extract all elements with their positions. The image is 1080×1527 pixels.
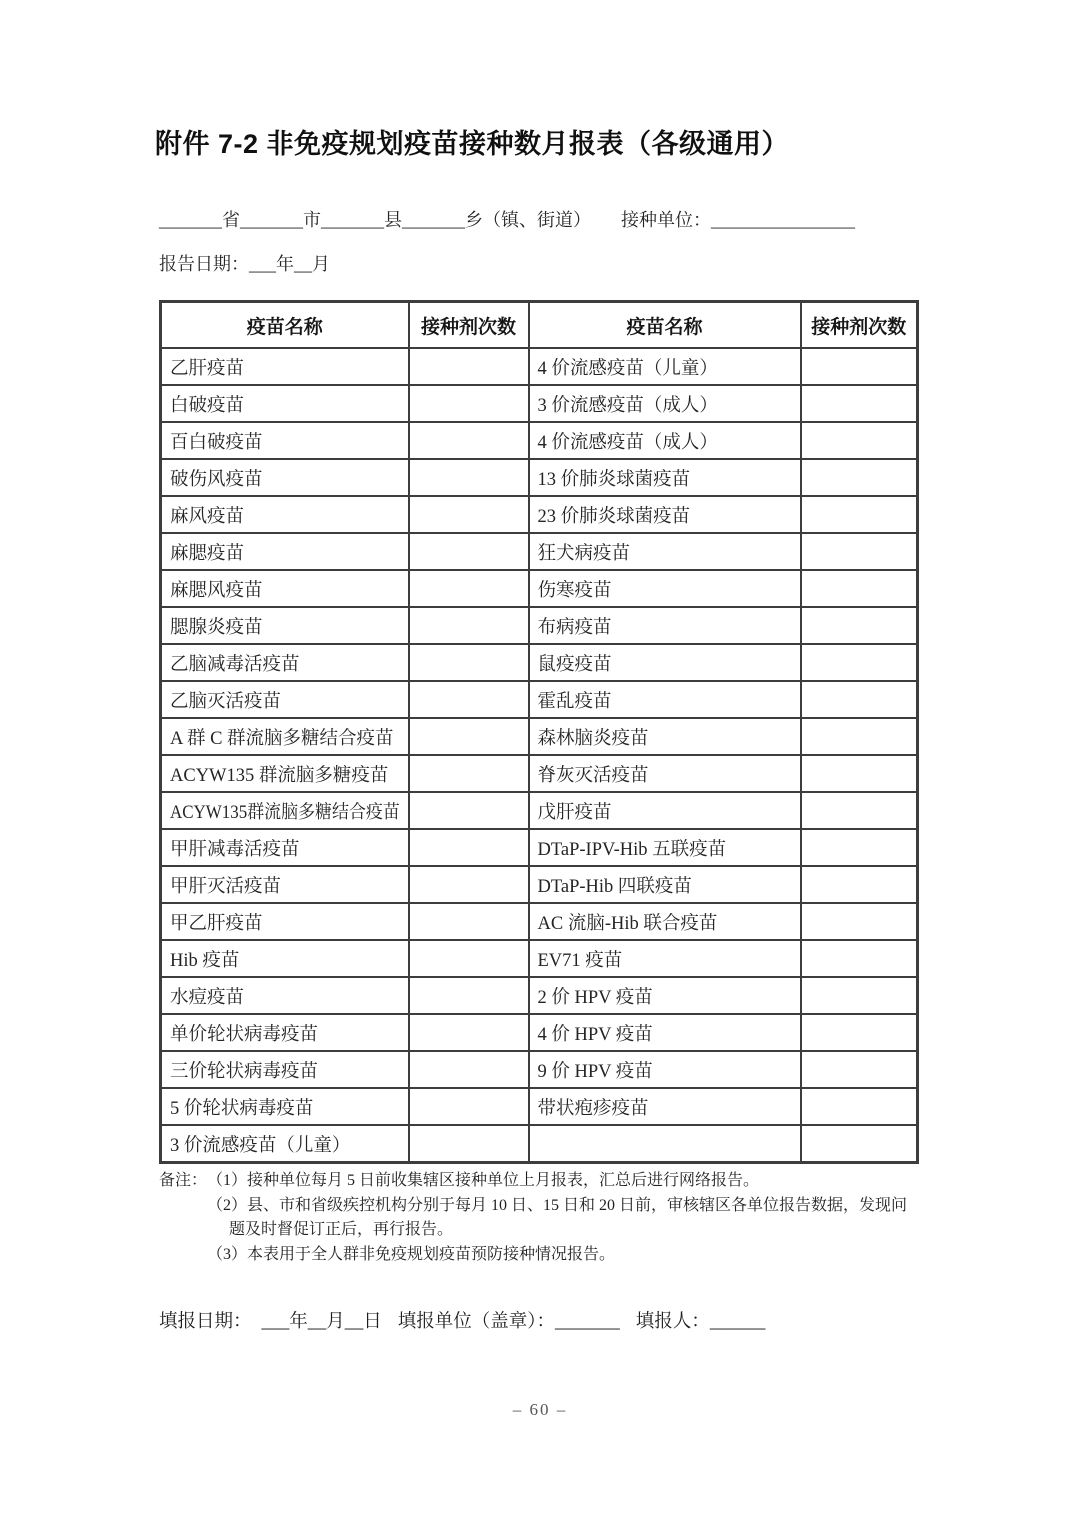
dose-count-cell [801,1051,918,1088]
col-header-dose-count-right: 接种剂次数 [801,302,918,349]
table-row [161,533,918,570]
vaccine-name-cell: 4 价流感疫苗（成人） [529,422,801,459]
dose-count-cell [409,348,529,385]
vaccine-name-cell: 23 价肺炎球菌疫苗 [529,496,801,533]
dose-count-cell [409,385,529,422]
dose-count-cell [801,866,918,903]
table-row [161,718,918,755]
vaccine-name-cell: 单价轮状病毒疫苗 [161,1014,409,1051]
notes-items [207,1169,916,1267]
filler-label: 填报人： [635,1312,710,1333]
dose-count-cell [409,644,529,681]
notes-section [159,1169,916,1267]
dose-count-cell [409,1088,529,1125]
dose-count-cell [409,829,529,866]
vaccine-name-cell: 3 价流感疫苗（儿童） [161,1125,409,1163]
vaccine-name-cell: A 群 C 群流脑多糖结合疫苗 [161,718,409,755]
dose-count-cell [801,718,918,755]
vaccine-name-cell: 5 价轮状病毒疫苗 [161,1088,409,1125]
dose-count-cell [409,866,529,903]
table-row [161,829,918,866]
dose-count-cell [409,533,529,570]
page-title: 附件 7-2 非免疫规划疫苗接种数月报表（各级通用） [155,129,790,159]
vaccination-unit-label: 接种单位： [621,210,711,231]
table-row [161,1014,918,1051]
table-row [161,422,918,459]
dose-count-cell [409,940,529,977]
vaccine-name-cell: 3 价流感疫苗（成人） [529,385,801,422]
dose-count-cell [801,1125,918,1163]
dose-count-cell [409,681,529,718]
vaccine-name-cell: 9 价 HPV 疫苗 [529,1051,801,1088]
vaccine-name-cell: 麻风疫苗 [161,496,409,533]
table-row [161,644,918,681]
table-header-row [161,302,918,349]
fill-info-line [159,1307,916,1333]
vaccine-name-cell: 水痘疫苗 [161,977,409,1014]
vaccine-name-cell: 13 价肺炎球菌疫苗 [529,459,801,496]
table-row [161,681,918,718]
vaccine-name-cell: 戊肝疫苗 [529,792,801,829]
report-date-line [159,250,916,276]
table-row [161,866,918,903]
dose-count-cell [801,977,918,1014]
dose-count-cell [801,533,918,570]
vaccine-name-cell: 2 价 HPV 疫苗 [529,977,801,1014]
col-header-dose-count-left: 接种剂次数 [409,302,529,349]
dose-count-cell [801,385,918,422]
vaccine-name-cell [529,1125,801,1163]
dose-count-cell [801,1088,918,1125]
dose-count-cell [409,1051,529,1088]
note-item-1: （1）接种单位每月 5 日前收集辖区接种单位上月报表，汇总后进行网络报告。 [207,1172,760,1190]
vaccination-unit-blank: ________________ [711,210,855,231]
dose-count-cell [409,570,529,607]
table-row [161,496,918,533]
dose-count-cell [409,792,529,829]
vaccine-name-cell: EV71 疫苗 [529,940,801,977]
dose-count-cell [801,940,918,977]
report-date-label: 报告日期： [159,254,249,275]
dose-count-cell [409,1014,529,1051]
vaccine-name-cell: 4 价 HPV 疫苗 [529,1014,801,1051]
table-row [161,903,918,940]
dose-count-cell [409,718,529,755]
table-row [161,940,918,977]
table-row [161,570,918,607]
vaccine-name-cell: 霍乱疫苗 [529,681,801,718]
vaccine-name-cell: 麻腮风疫苗 [161,570,409,607]
dose-count-cell [409,1125,529,1163]
dose-count-cell [409,496,529,533]
table-row [161,755,918,792]
vaccine-name-cell: 鼠疫疫苗 [529,644,801,681]
table-row [161,1088,918,1125]
vaccine-name-cell: 腮腺炎疫苗 [161,607,409,644]
dose-count-cell [801,792,918,829]
dose-count-cell [409,903,529,940]
vaccine-name-cell: ACYW135群流脑多糖结合疫苗 [161,792,409,829]
dose-count-cell [409,459,529,496]
dose-count-cell [801,903,918,940]
vaccine-name-cell: 三价轮状病毒疫苗 [161,1051,409,1088]
table-row [161,348,918,385]
vaccine-name-cell: 4 价流感疫苗（儿童） [529,348,801,385]
page-number: – 60 – [512,1400,568,1419]
fill-date-blank: ___年__月__日 [261,1312,382,1333]
table-row [161,1051,918,1088]
vaccine-name-cell: 麻腮疫苗 [161,533,409,570]
dose-count-cell [801,422,918,459]
vaccine-name-cell: 白破疫苗 [161,385,409,422]
region-line [159,206,916,232]
filler-blank: ______ [709,1312,766,1333]
dose-count-cell [801,755,918,792]
note-item-2: （2）县、市和省级疾控机构分别于每月 10 日、15 日和 20 日前，审核辖区各单位报告数据，发现问题及时督促订正后，再行报告。 [207,1196,908,1239]
dose-count-cell [801,607,918,644]
vaccine-name-cell: 脊灰灭活疫苗 [529,755,801,792]
col-header-vaccine-name-right: 疫苗名称 [529,302,801,349]
dose-count-cell [409,755,529,792]
dose-count-cell [409,422,529,459]
dose-count-cell [801,829,918,866]
note-item-3: （3）本表用于全人群非免疫规划疫苗预防接种情况报告。 [207,1245,616,1263]
table-row [161,1125,918,1163]
dose-count-cell [801,570,918,607]
vaccine-name-cell: DTaP-Hib 四联疫苗 [529,866,801,903]
report-date-blank: ___年__月 [249,254,330,275]
dose-count-cell [801,459,918,496]
form-content [155,0,916,1333]
vaccine-name-cell: 甲肝灭活疫苗 [161,866,409,903]
table-row [161,792,918,829]
dose-count-cell [801,348,918,385]
table-row [161,385,918,422]
notes-label: 备注： [159,1172,208,1190]
vaccine-name-cell: 森林脑炎疫苗 [529,718,801,755]
fill-date-label: 填报日期： [159,1312,252,1333]
dose-count-cell [801,681,918,718]
vaccine-name-cell: 布病疫苗 [529,607,801,644]
fill-unit-blank: _______ [555,1312,620,1333]
vaccine-name-cell: 甲乙肝疫苗 [161,903,409,940]
vaccine-name-cell: AC 流脑-Hib 联合疫苗 [529,903,801,940]
table-row [161,459,918,496]
vaccine-name-cell: 乙脑减毒活疫苗 [161,644,409,681]
table-row [161,977,918,1014]
dose-count-cell [801,496,918,533]
vaccine-name-cell: 百白破疫苗 [161,422,409,459]
vaccine-name-cell: DTaP-IPV-Hib 五联疫苗 [529,829,801,866]
vaccine-name-cell: 甲肝减毒活疫苗 [161,829,409,866]
vaccine-name-cell: ACYW135 群流脑多糖疫苗 [161,755,409,792]
vaccine-name-cell: 乙脑灭活疫苗 [161,681,409,718]
vaccine-name-cell: Hib 疫苗 [161,940,409,977]
vaccine-name-cell: 伤寒疫苗 [529,570,801,607]
region-blanks: _______省_______市_______县_______乡（镇、街道） [159,210,591,231]
dose-count-cell [801,644,918,681]
fill-unit-label: 填报单位（盖章）： [397,1312,556,1333]
dose-count-cell [801,1014,918,1051]
col-header-vaccine-name-left: 疫苗名称 [161,302,409,349]
vaccine-name-cell: 狂犬病疫苗 [529,533,801,570]
dose-count-cell [409,607,529,644]
vaccine-report-table [159,300,919,1164]
vaccine-name-cell: 带状疱疹疫苗 [529,1088,801,1125]
table-row [161,607,918,644]
vaccine-name-cell: 乙肝疫苗 [161,348,409,385]
vaccine-name-cell: 破伤风疫苗 [161,459,409,496]
vaccine-table-body [161,348,918,1163]
dose-count-cell [409,977,529,1014]
